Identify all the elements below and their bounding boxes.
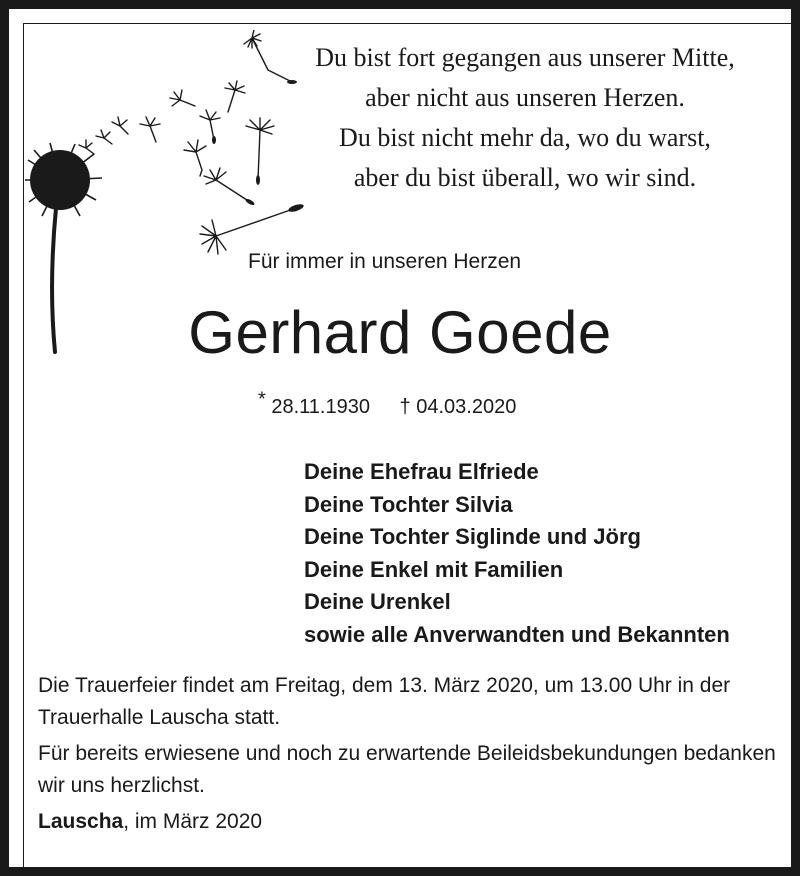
poem-line: aber nicht aus unseren Herzen.	[365, 83, 685, 112]
birth-date: 28.11.1930	[271, 396, 370, 418]
ceremony-info	[38, 670, 778, 806]
death-date: 04.03.2020	[416, 396, 517, 418]
mourner-line: sowie alle Anverwandten und Bekannten	[304, 621, 730, 647]
poem-line: Du bist nicht mehr da, wo du warst,	[339, 123, 711, 152]
mourner-line: Deine Enkel mit Familien	[304, 556, 564, 582]
closing-date: , im März 2020	[123, 810, 263, 833]
thanks-text: Für bereits erwiesene und noch zu erwartende Beileidsbekundungen bedanken wir uns herzlichst.	[38, 742, 776, 797]
death-cross-icon: †	[399, 396, 411, 418]
mourner-line: Deine Urenkel	[304, 589, 451, 614]
closing-place: Lauscha	[38, 810, 124, 833]
poem	[270, 38, 780, 198]
ceremony-text: Die Trauerfeier findet am Freitag, dem 13. März 2020, um 13.00 Uhr in der Trauerhalle Lauscha statt.	[38, 674, 731, 729]
life-dates	[258, 388, 517, 419]
deceased-name: Gerhard Goede	[188, 299, 612, 366]
poem-line: aber du bist überall, wo wir sind.	[353, 163, 697, 192]
mourner-line: Deine Tochter Siglinde und Jörg	[304, 524, 641, 549]
mourners-list	[304, 456, 730, 651]
mourner-line: Deine Tochter Silvia	[304, 491, 513, 517]
subtitle: Für immer in unseren Herzen	[248, 250, 522, 273]
birth-star-icon: *	[258, 388, 266, 411]
closing-line	[38, 810, 262, 834]
mourner-line: Deine Ehefrau Elfriede	[304, 459, 539, 484]
poem-line: Du bist fort gegangen aus unserer Mitte,	[315, 43, 735, 72]
